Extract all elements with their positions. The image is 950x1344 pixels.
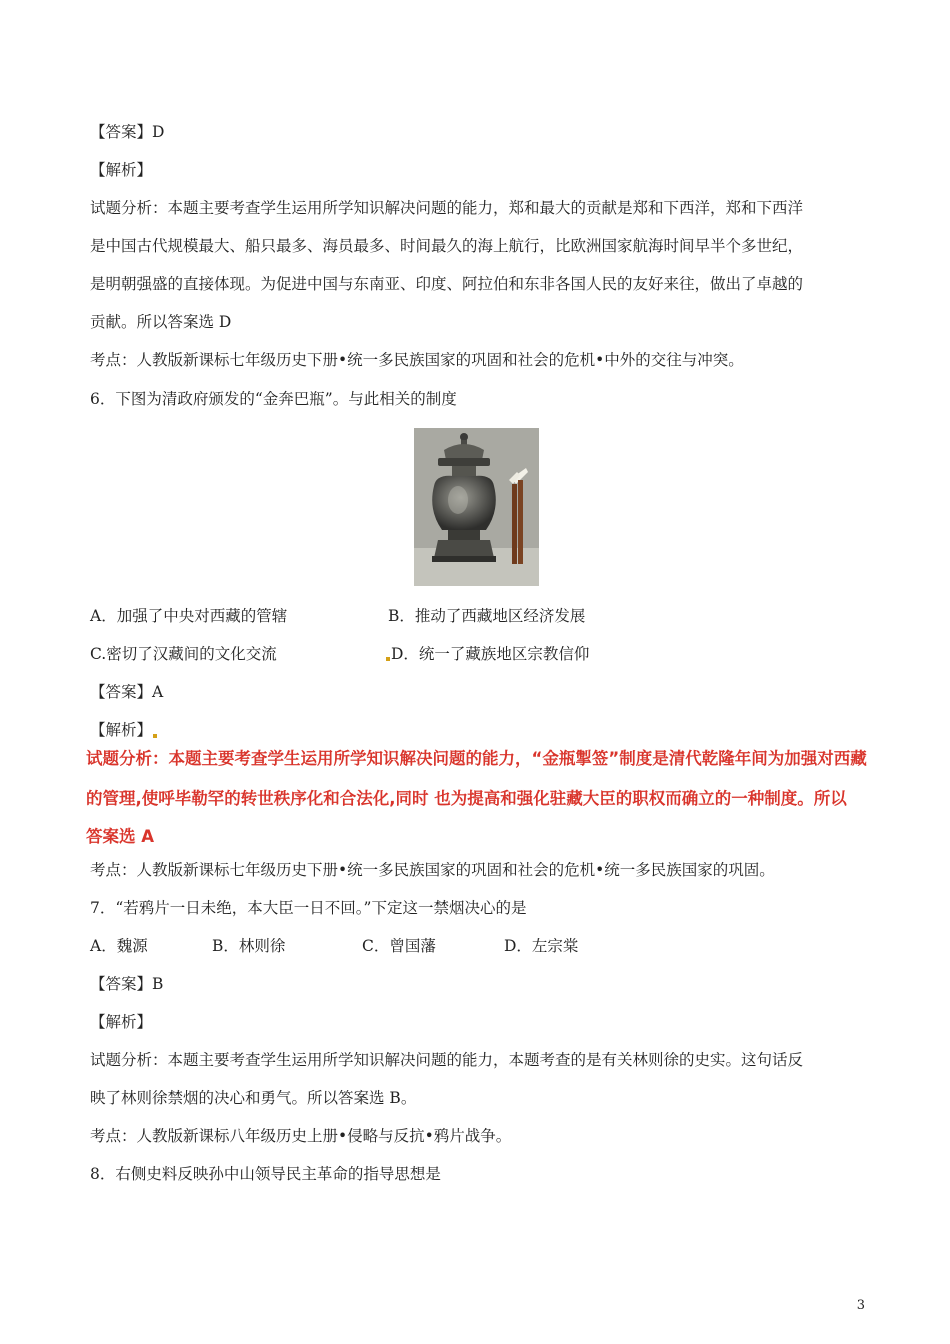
q6-option-b: B．推动了西藏地区经济发展 xyxy=(388,607,586,625)
decorative-dot xyxy=(153,734,157,738)
q8-question: 8．右侧史料反映孙中山领导民主革命的指导思想是 xyxy=(90,1165,441,1183)
q6-analysis-red-line: 试题分析：本题主要考查学生运用所学知识解决问题的能力，“金瓶掣签”制度是清代乾隆年间为加强对西藏 xyxy=(86,749,867,768)
page-number: 3 xyxy=(856,1298,865,1313)
q7-question: 7．“若鸦片一日未绝，本大臣一日不回。”下定这一禁烟决心的是 xyxy=(90,899,527,917)
q7-kaodian: 考点：人教版新课标八年级历史上册•侵略与反抗•鸦片战争。 xyxy=(90,1127,512,1145)
q5-analysis-line: 是明朝强盛的直接体现。为促进中国与东南亚、印度、阿拉伯和东非各国人民的友好来往，做出了卓越的 xyxy=(90,275,804,293)
q7-analysis-line: 试题分析：本题主要考查学生运用所学知识解决问题的能力，本题考查的是有关林则徐的史实。这句话反 xyxy=(90,1051,804,1069)
q6-option-c: C.密切了汉藏间的文化交流 xyxy=(90,645,277,663)
q6-question: 6．下图为清政府颁发的“金奔巴瓶”。与此相关的制度 xyxy=(90,390,457,408)
q7-analysis-line: 映了林则徐禁烟的决心和勇气。所以答案选 B。 xyxy=(90,1089,417,1107)
golden-urn-photo xyxy=(414,428,539,586)
q5-analysis-line: 是中国古代规模最大、船只最多、海员最多、时间最久的海上航行，比欧洲国家航海时间早半个多世纪， xyxy=(90,237,804,255)
q6-answer: 【答案】A xyxy=(90,683,164,701)
decorative-dot xyxy=(386,657,390,661)
q6-analysis-heading: 【解析】 xyxy=(90,721,153,739)
q7-answer: 【答案】B xyxy=(90,975,164,993)
q6-kaodian: 考点：人教版新课标七年级历史下册•统一多民族国家的巩固和社会的危机•统一多民族国家的巩固。 xyxy=(90,861,775,879)
q5-analysis-line: 贡献。所以答案选 D xyxy=(90,313,232,331)
q7-option-d: D．左宗棠 xyxy=(504,937,579,955)
q5-analysis-heading: 【解析】 xyxy=(90,161,153,179)
q7-analysis-heading: 【解析】 xyxy=(90,1013,153,1031)
q7-option-a: A．魏源 xyxy=(90,937,148,955)
q5-answer: 【答案】D xyxy=(90,123,165,141)
q6-analysis-red-line: 答案选 A xyxy=(86,827,155,846)
q7-option-c: C．曾国藩 xyxy=(362,937,436,955)
q6-analysis-red-line: 的管理,使呼毕勒罕的转世秩序化和合法化,同时 也为提高和强化驻藏大臣的职权而确立的一种制度。所以 xyxy=(86,789,847,808)
golden-urn-icon xyxy=(414,428,539,586)
q5-kaodian: 考点：人教版新课标七年级历史下册•统一多民族国家的巩固和社会的危机•中外的交往与冲突。 xyxy=(90,351,744,369)
q7-option-b: B．林则徐 xyxy=(212,937,286,955)
q6-option-d: D．统一了藏族地区宗教信仰 xyxy=(391,645,590,663)
q6-option-a: A．加强了中央对西藏的管辖 xyxy=(90,607,288,625)
q5-analysis-line: 试题分析：本题主要考查学生运用所学知识解决问题的能力，郑和最大的贡献是郑和下西洋，郑和下西洋 xyxy=(90,199,804,217)
